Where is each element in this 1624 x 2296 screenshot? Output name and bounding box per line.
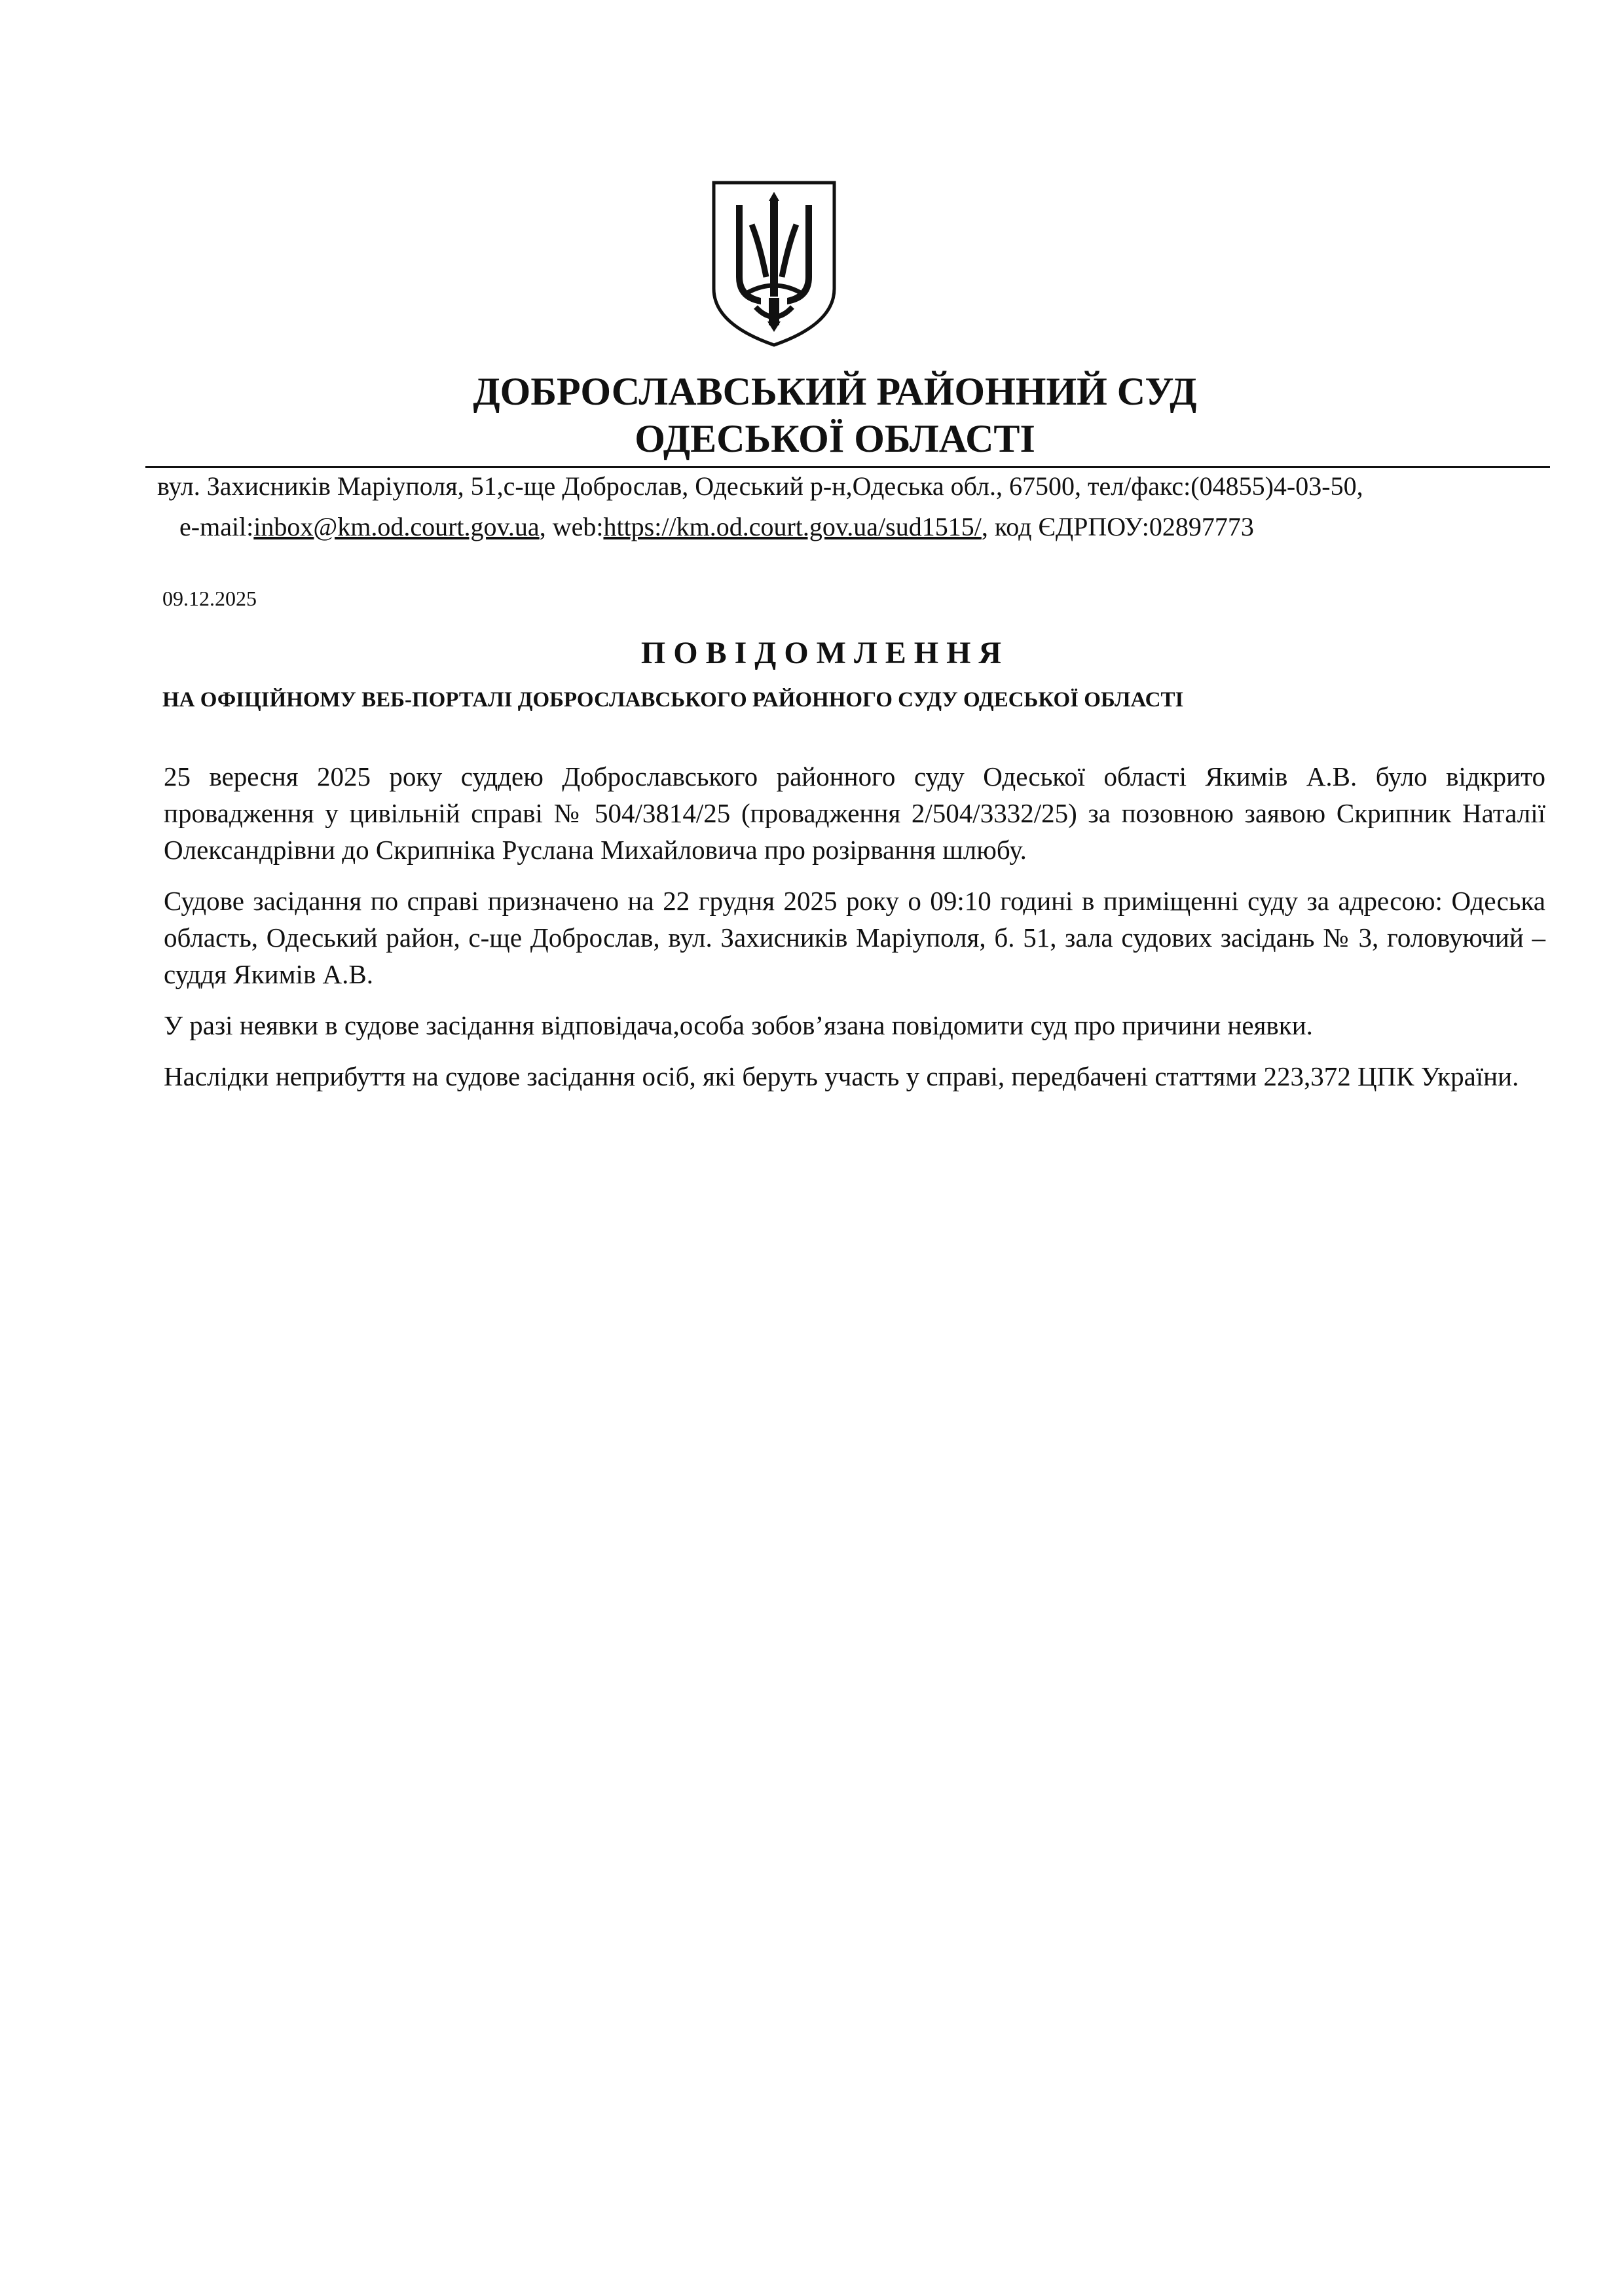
contacts-line	[157, 507, 1559, 547]
court-contacts	[157, 466, 1559, 547]
web-link[interactable]: https://km.od.court.gov.ua/sud1515/	[603, 512, 982, 541]
paragraph-hearing-date: Судове засідання по справі призначено на 22 грудня 2025 року о 09:10 годині в приміщенні суду за адресою: Одеська область, Одеський район, с-ще Доброслав, вул. Захисників Маріуполя, б. 51, зала судових засідань № 3, головуючий – суддя Якимів А.В.	[164, 886, 1545, 989]
email-prefix: e-mail:	[179, 512, 254, 541]
notice-body	[164, 758, 1545, 1109]
paragraph-absence-duty: У разі неявки в судове засідання відповідача,особа зобов’язана повідомити суд про причини неявки.	[164, 1010, 1313, 1040]
court-name	[0, 368, 1624, 462]
address-line: вул. Захисників Маріуполя, 51,с-ще Доброслав, Одеський р-н,Одеська обл., 67500, тел/факс:(04855)4-03-50,	[157, 471, 1363, 501]
edrpou-code: , код ЄДРПОУ:02897773	[981, 512, 1254, 541]
notice-subtitle: НА ОФІЦІЙНОМУ ВЕБ-ПОРТАЛІ ДОБРОСЛАВСЬКОГО РАЙОННОГО СУДУ ОДЕСЬКОЇ ОБЛАСТІ	[162, 688, 1184, 712]
coat-of-arms-emblem	[706, 179, 842, 349]
notice-title: ПОВІДОМЛЕННЯ	[640, 636, 1010, 670]
court-name-line-2: ОДЕСЬКОЇ ОБЛАСТІ	[635, 417, 1035, 460]
trident-icon	[706, 179, 842, 349]
court-name-line-1: ДОБРОСЛАВСЬКИЙ РАЙОННИЙ СУД	[473, 370, 1197, 413]
email-link[interactable]: inbox@km.od.court.gov.ua	[253, 512, 540, 541]
paragraph-consequences: Наслідки неприбуття на судове засідання осіб, які беруть участь у справі, передбачені статтями 223,372 ЦПК України.	[164, 1061, 1519, 1091]
document-date: 09.12.2025	[162, 587, 257, 610]
web-prefix: , web:	[539, 512, 604, 541]
paragraph-case-opened: 25 вересня 2025 року суддею Доброславського районного суду Одеської області Якимів А.В. було відкрито провадження у цивільній справі № 504/3814/25 (провадження 2/504/3332/25) за позовною заявою Скрипник Наталії Олександрівни до Скрипніка Руслана Михайловича про розірвання шлюбу.	[164, 761, 1545, 865]
